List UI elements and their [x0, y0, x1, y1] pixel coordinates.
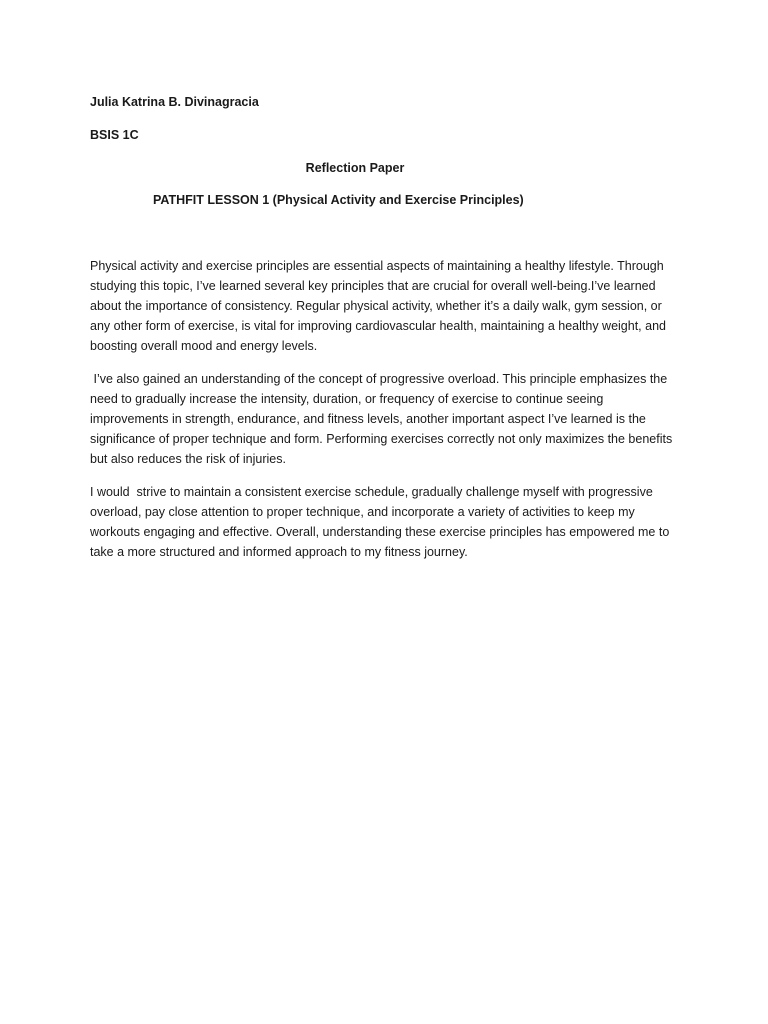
- paragraph-1: Physical activity and exercise principles are essential aspects of maintaining a healthy lifestyle. Through studying this topic, I’ve learned several key principles that are crucial for overall well-being.I’ve learned about the importance of consistency. Regular physical activity, whether it’s a daily walk, gym session, or any other form of exercise, is vital for improving cardiovascular health, maintaining a healthy weight, and boosting overall mood and energy levels.: [90, 259, 666, 354]
- paragraph-3: I would strive to maintain a consistent exercise schedule, gradually challenge myself with progressive overload, pay close attention to proper technique, and incorporate a variety of activities to keep my workouts engaging and effective. Overall, understanding these exercise principles has empowered me to take a more structured and informed approach to my fitness journey.: [90, 485, 673, 560]
- class-section: BSIS 1C: [90, 128, 139, 142]
- page-title: Reflection Paper: [305, 161, 405, 175]
- lesson-subtitle: PATHFIT LESSON 1 (Physical Activity and Exercise Principles): [153, 193, 524, 207]
- paragraph-2: I’ve also gained an understanding of the concept of progressive overload. This principle emphasizes the need to gradually increase the intensity, duration, or frequency of exercise to continue seeing improvements in strength, endurance, and fitness levels, another important aspect I’ve learned is the significance of proper technique and form. Performing exercises correctly not only maximizes the benefits but also reduces the risk of injuries.: [90, 372, 676, 467]
- author-name: Julia Katrina B. Divinagracia: [90, 95, 259, 109]
